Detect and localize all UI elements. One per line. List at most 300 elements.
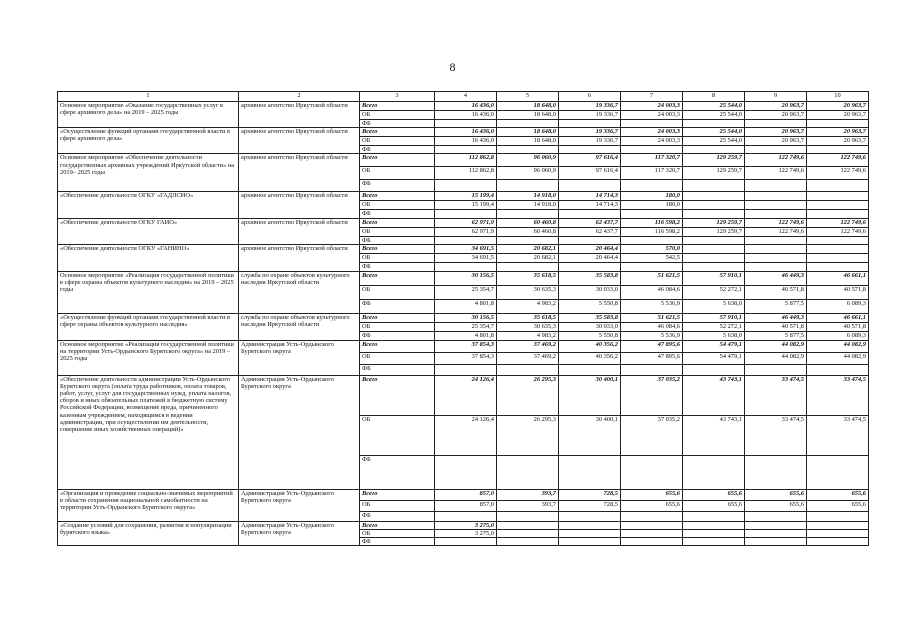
amount-cell: 655,6 xyxy=(745,500,807,511)
executor-name: архивное агентство Иркутской области xyxy=(239,102,360,128)
amount-cell xyxy=(683,201,745,210)
amount-cell: 3 275,0 xyxy=(435,529,497,537)
amount-cell: 34 691,5 xyxy=(435,253,497,262)
amount-cell: 60 460,8 xyxy=(497,227,559,236)
funding-source: ФБ xyxy=(360,146,435,154)
amount-cell: 19 336,7 xyxy=(559,128,621,137)
activity-name: Основное мероприятие «Реализация государственной политики в сфере охраны объектов культурного наследия» на 2019 – 2025 годы xyxy=(58,271,239,313)
amount-cell: 122 749,6 xyxy=(745,154,807,167)
table-row xyxy=(58,489,869,500)
amount-cell xyxy=(745,192,807,201)
table-row xyxy=(58,340,869,352)
amount-cell: 35 583,8 xyxy=(559,313,621,322)
column-number-8: 8 xyxy=(683,92,745,102)
amount-cell: 14 714,3 xyxy=(559,192,621,201)
amount-cell xyxy=(621,511,683,521)
amount-cell: 30 033,0 xyxy=(559,285,621,299)
amount-cell: 14 714,3 xyxy=(559,201,621,210)
amount-cell: 542,5 xyxy=(621,253,683,262)
amount-cell: 25 354,7 xyxy=(435,285,497,299)
amount-cell xyxy=(435,180,497,192)
amount-cell: 47 895,6 xyxy=(621,352,683,364)
amount-cell xyxy=(745,244,807,253)
amount-cell: 25 544,0 xyxy=(683,128,745,137)
amount-cell: 40 571,8 xyxy=(745,322,807,331)
amount-cell: 129 259,7 xyxy=(683,167,745,180)
funding-source: ОБ xyxy=(360,253,435,262)
amount-cell xyxy=(807,455,869,489)
amount-cell: 62 437,7 xyxy=(559,218,621,227)
amount-cell xyxy=(807,201,869,210)
amount-cell: 37 035,2 xyxy=(621,415,683,455)
amount-cell: 46 084,6 xyxy=(621,285,683,299)
funding-source: Всего xyxy=(360,102,435,111)
amount-cell: 857,0 xyxy=(435,500,497,511)
amount-cell xyxy=(745,364,807,375)
amount-cell: 5 550,8 xyxy=(559,299,621,313)
amount-cell: 20 963,7 xyxy=(807,128,869,137)
amount-cell: 30 156,5 xyxy=(435,271,497,285)
amount-cell: 16 436,0 xyxy=(435,102,497,111)
executor-name: служба по охране объектов культурного наследия Иркутской области xyxy=(239,313,360,340)
executor-name: Администрация Усть-Ордынского Бурятского округа xyxy=(239,340,360,375)
amount-cell xyxy=(745,455,807,489)
amount-cell: 6 089,3 xyxy=(807,331,869,340)
header-row xyxy=(58,92,869,102)
amount-cell: 35 583,8 xyxy=(559,271,621,285)
amount-cell: 97 616,4 xyxy=(559,167,621,180)
amount-cell xyxy=(435,236,497,244)
amount-cell xyxy=(621,180,683,192)
amount-cell: 16 436,0 xyxy=(435,137,497,146)
table-row xyxy=(58,521,869,529)
amount-cell: 25 544,0 xyxy=(683,137,745,146)
amount-cell: 24 003,3 xyxy=(621,137,683,146)
funding-source: ОБ xyxy=(360,322,435,331)
table-row xyxy=(58,128,869,137)
funding-source: ФБ xyxy=(360,210,435,218)
column-number-6: 6 xyxy=(559,92,621,102)
amount-cell: 5 638,0 xyxy=(683,299,745,313)
amount-cell: 37 854,3 xyxy=(435,340,497,352)
amount-cell xyxy=(807,262,869,271)
amount-cell: 26 295,3 xyxy=(497,375,559,415)
amount-cell xyxy=(559,455,621,489)
amount-cell: 180,0 xyxy=(621,201,683,210)
amount-cell: 96 060,9 xyxy=(497,154,559,167)
column-number-1: 1 xyxy=(58,92,239,102)
amount-cell: 30 635,3 xyxy=(497,285,559,299)
amount-cell: 44 082,9 xyxy=(807,352,869,364)
activity-name: Основное мероприятие «Оказание государственных услуг в сфере архивного дела» на 2019 – 2025 годы xyxy=(58,102,239,128)
amount-cell xyxy=(559,364,621,375)
amount-cell xyxy=(435,120,497,128)
amount-cell: 728,5 xyxy=(559,500,621,511)
amount-cell: 25 544,0 xyxy=(683,111,745,120)
amount-cell: 43 743,1 xyxy=(683,375,745,415)
amount-cell xyxy=(807,120,869,128)
amount-cell xyxy=(807,529,869,537)
amount-cell: 18 648,0 xyxy=(497,137,559,146)
amount-cell: 40 356,2 xyxy=(559,340,621,352)
amount-cell: 47 895,6 xyxy=(621,340,683,352)
funding-source: Всего xyxy=(360,313,435,322)
amount-cell: 655,6 xyxy=(621,489,683,500)
amount-cell: 44 082,9 xyxy=(807,340,869,352)
funding-source: Всего xyxy=(360,489,435,500)
executor-name: архивное агентство Иркутской области xyxy=(239,218,360,244)
amount-cell xyxy=(745,210,807,218)
amount-cell xyxy=(621,262,683,271)
amount-cell: 122 749,6 xyxy=(807,218,869,227)
amount-cell xyxy=(559,146,621,154)
funding-source: Всего xyxy=(360,340,435,352)
amount-cell: 122 749,6 xyxy=(745,218,807,227)
amount-cell: 30 033,0 xyxy=(559,322,621,331)
amount-cell xyxy=(621,364,683,375)
amount-cell: 57 910,1 xyxy=(683,313,745,322)
amount-cell xyxy=(683,210,745,218)
amount-cell: 35 618,5 xyxy=(497,313,559,322)
amount-cell: 20 963,7 xyxy=(807,102,869,111)
funding-source: ОБ xyxy=(360,285,435,299)
page-number: 8 xyxy=(449,60,456,74)
amount-cell xyxy=(621,210,683,218)
amount-cell: 20 682,1 xyxy=(497,253,559,262)
amount-cell xyxy=(559,529,621,537)
funding-source: ФБ xyxy=(360,236,435,244)
amount-cell: 655,6 xyxy=(807,500,869,511)
amount-cell xyxy=(559,180,621,192)
amount-cell xyxy=(745,262,807,271)
amount-cell: 129 259,7 xyxy=(683,227,745,236)
amount-cell xyxy=(621,236,683,244)
amount-cell xyxy=(621,538,683,546)
amount-cell: 655,6 xyxy=(745,489,807,500)
amount-cell xyxy=(683,529,745,537)
amount-cell: 16 436,0 xyxy=(435,128,497,137)
table-row xyxy=(58,154,869,167)
amount-cell: 24 003,3 xyxy=(621,128,683,137)
amount-cell xyxy=(683,262,745,271)
amount-cell xyxy=(497,146,559,154)
funding-source: Всего xyxy=(360,218,435,227)
amount-cell: 37 035,2 xyxy=(621,375,683,415)
table-row xyxy=(58,375,869,415)
funding-source: Всего xyxy=(360,244,435,253)
amount-cell: 112 862,8 xyxy=(435,154,497,167)
amount-cell xyxy=(497,210,559,218)
amount-cell xyxy=(559,538,621,546)
funding-source: ФБ xyxy=(360,299,435,313)
amount-cell xyxy=(745,511,807,521)
amount-cell: 43 743,1 xyxy=(683,415,745,455)
funding-source: ФБ xyxy=(360,120,435,128)
funding-source: Всего xyxy=(360,128,435,137)
amount-cell xyxy=(683,253,745,262)
amount-cell xyxy=(807,253,869,262)
amount-cell: 570,0 xyxy=(621,244,683,253)
amount-cell: 393,7 xyxy=(497,500,559,511)
funding-source: ФБ xyxy=(360,331,435,340)
executor-name: архивное агентство Иркутской области xyxy=(239,192,360,218)
amount-cell: 52 272,1 xyxy=(683,285,745,299)
amount-cell xyxy=(435,364,497,375)
amount-cell: 24 126,4 xyxy=(435,375,497,415)
amount-cell: 19 336,7 xyxy=(559,111,621,120)
amount-cell: 122 749,6 xyxy=(807,167,869,180)
amount-cell: 46 661,1 xyxy=(807,271,869,285)
amount-cell: 25 544,0 xyxy=(683,102,745,111)
table-row xyxy=(58,244,869,253)
executor-name: Администрация Усть-Ордынского Бурятского округа xyxy=(239,375,360,489)
amount-cell: 62 971,9 xyxy=(435,227,497,236)
amount-cell: 5 877,5 xyxy=(745,331,807,340)
amount-cell: 24 126,4 xyxy=(435,415,497,455)
amount-cell xyxy=(745,146,807,154)
amount-cell xyxy=(621,146,683,154)
amount-cell xyxy=(435,538,497,546)
amount-cell: 4 983,2 xyxy=(497,299,559,313)
amount-cell: 117 320,7 xyxy=(621,167,683,180)
funding-source: ОБ xyxy=(360,415,435,455)
activity-name: «Создание условий для сохранения, развития и популяризации бурятского языка» xyxy=(58,521,239,546)
amount-cell xyxy=(745,236,807,244)
amount-cell: 51 621,5 xyxy=(621,313,683,322)
funding-source: Всего xyxy=(360,521,435,529)
funding-source: ОБ xyxy=(360,227,435,236)
amount-cell xyxy=(807,244,869,253)
amount-cell: 129 259,7 xyxy=(683,154,745,167)
amount-cell xyxy=(683,192,745,201)
executor-name: Администрация Усть-Ордынского Бурятского округа xyxy=(239,521,360,546)
amount-cell xyxy=(807,210,869,218)
amount-cell xyxy=(683,180,745,192)
funding-source: ФБ xyxy=(360,511,435,521)
amount-cell: 44 082,9 xyxy=(745,340,807,352)
funding-source: ФБ xyxy=(360,180,435,192)
amount-cell: 40 571,8 xyxy=(807,285,869,299)
amount-cell xyxy=(745,201,807,210)
amount-cell xyxy=(683,120,745,128)
amount-cell: 18 648,0 xyxy=(497,128,559,137)
amount-cell xyxy=(497,262,559,271)
amount-cell: 20 963,7 xyxy=(745,111,807,120)
amount-cell: 46 084,6 xyxy=(621,322,683,331)
amount-cell xyxy=(435,210,497,218)
amount-cell: 25 354,7 xyxy=(435,322,497,331)
amount-cell: 97 616,4 xyxy=(559,154,621,167)
amount-cell xyxy=(683,244,745,253)
amount-cell xyxy=(559,521,621,529)
amount-cell: 20 963,7 xyxy=(745,128,807,137)
activity-name: Основное мероприятие «Обеспечение деятельности государственных архивных учреждений Иркутской области» на 2019– 2025 годы xyxy=(58,154,239,192)
amount-cell xyxy=(807,236,869,244)
executor-name: служба по охране объектов культурного наследия Иркутской области xyxy=(239,271,360,313)
table-row xyxy=(58,313,869,322)
funding-source: ОБ xyxy=(360,167,435,180)
amount-cell: 116 598,2 xyxy=(621,218,683,227)
amount-cell: 20 682,1 xyxy=(497,244,559,253)
amount-cell: 20 464,4 xyxy=(559,253,621,262)
amount-cell: 122 749,6 xyxy=(807,227,869,236)
amount-cell xyxy=(745,529,807,537)
amount-cell: 655,6 xyxy=(683,500,745,511)
amount-cell: 51 621,5 xyxy=(621,271,683,285)
amount-cell: 18 648,0 xyxy=(497,102,559,111)
amount-cell: 16 436,0 xyxy=(435,111,497,120)
funding-source: Всего xyxy=(360,375,435,415)
funding-source: ОБ xyxy=(360,352,435,364)
amount-cell: 30 635,3 xyxy=(497,322,559,331)
activity-name: Основное мероприятие «Реализация государственной политики на территории Усть-Ордынского Бурятского округа» на 2019 – 2025 годы xyxy=(58,340,239,375)
amount-cell xyxy=(807,521,869,529)
amount-cell xyxy=(435,262,497,271)
amount-cell: 62 437,7 xyxy=(559,227,621,236)
amount-cell: 37 469,2 xyxy=(497,352,559,364)
amount-cell: 46 449,3 xyxy=(745,271,807,285)
amount-cell xyxy=(559,262,621,271)
amount-cell xyxy=(497,511,559,521)
amount-cell xyxy=(435,146,497,154)
amount-cell xyxy=(435,455,497,489)
amount-cell xyxy=(807,146,869,154)
amount-cell: 20 963,7 xyxy=(807,137,869,146)
column-number-7: 7 xyxy=(621,92,683,102)
amount-cell: 96 060,9 xyxy=(497,167,559,180)
amount-cell xyxy=(807,538,869,546)
funding-source: Всего xyxy=(360,192,435,201)
amount-cell xyxy=(497,521,559,529)
column-number-10: 10 xyxy=(807,92,869,102)
amount-cell xyxy=(497,364,559,375)
amount-cell: 20 464,4 xyxy=(559,244,621,253)
amount-cell: 54 479,1 xyxy=(683,340,745,352)
amount-cell: 33 474,5 xyxy=(745,415,807,455)
amount-cell: 57 910,1 xyxy=(683,271,745,285)
amount-cell: 655,6 xyxy=(621,500,683,511)
amount-cell: 54 479,1 xyxy=(683,352,745,364)
amount-cell xyxy=(497,120,559,128)
amount-cell: 20 963,7 xyxy=(745,137,807,146)
funding-source: ФБ xyxy=(360,262,435,271)
amount-cell: 33 474,5 xyxy=(807,375,869,415)
amount-cell: 44 082,9 xyxy=(745,352,807,364)
amount-cell xyxy=(807,364,869,375)
activity-name: «Осуществление функций органами государственной власти в сфере охраны объектов культурного наследия» xyxy=(58,313,239,340)
amount-cell xyxy=(621,455,683,489)
executor-name: архивное агентство Иркутской области xyxy=(239,154,360,192)
amount-cell: 34 691,5 xyxy=(435,244,497,253)
amount-cell: 20 963,7 xyxy=(807,111,869,120)
amount-cell: 5 536,9 xyxy=(621,299,683,313)
amount-cell: 116 598,2 xyxy=(621,227,683,236)
amount-cell xyxy=(497,529,559,537)
amount-cell xyxy=(621,120,683,128)
amount-cell: 5 877,5 xyxy=(745,299,807,313)
amount-cell xyxy=(435,511,497,521)
amount-cell: 5 550,8 xyxy=(559,331,621,340)
column-number-5: 5 xyxy=(497,92,559,102)
amount-cell: 393,7 xyxy=(497,489,559,500)
activity-name: «Обеспечение деятельности ОГКУ «ГАДЛСИО» xyxy=(58,192,239,218)
amount-cell: 40 356,2 xyxy=(559,352,621,364)
column-number-9: 9 xyxy=(745,92,807,102)
amount-cell xyxy=(621,521,683,529)
table-row xyxy=(58,102,869,111)
amount-cell xyxy=(683,364,745,375)
funding-source: ОБ xyxy=(360,201,435,210)
amount-cell: 30 400,1 xyxy=(559,415,621,455)
amount-cell: 15 199,4 xyxy=(435,201,497,210)
amount-cell: 117 320,7 xyxy=(621,154,683,167)
funding-source: ОБ xyxy=(360,111,435,120)
amount-cell: 112 862,8 xyxy=(435,167,497,180)
executor-name: архивное агентство Иркутской области xyxy=(239,244,360,271)
funding-source: ОБ xyxy=(360,137,435,146)
amount-cell: 40 571,8 xyxy=(745,285,807,299)
amount-cell xyxy=(807,180,869,192)
amount-cell: 180,0 xyxy=(621,192,683,201)
amount-cell: 37 469,2 xyxy=(497,340,559,352)
amount-cell xyxy=(683,146,745,154)
amount-cell: 19 336,7 xyxy=(559,102,621,111)
amount-cell xyxy=(683,455,745,489)
amount-cell: 655,6 xyxy=(683,489,745,500)
amount-cell: 60 460,8 xyxy=(497,218,559,227)
amount-cell xyxy=(497,180,559,192)
amount-cell: 24 003,3 xyxy=(621,102,683,111)
amount-cell: 37 854,3 xyxy=(435,352,497,364)
budget-table xyxy=(57,91,869,546)
column-number-2: 2 xyxy=(239,92,360,102)
amount-cell xyxy=(559,210,621,218)
activity-name: «Обеспечение деятельности ОГКУ «ГАНИНО» xyxy=(58,244,239,271)
amount-cell: 129 259,7 xyxy=(683,218,745,227)
amount-cell: 33 474,5 xyxy=(807,415,869,455)
amount-cell xyxy=(807,192,869,201)
amount-cell: 20 963,7 xyxy=(745,102,807,111)
amount-cell xyxy=(621,529,683,537)
amount-cell xyxy=(497,236,559,244)
amount-cell: 62 971,9 xyxy=(435,218,497,227)
amount-cell xyxy=(559,511,621,521)
activity-name: «Обеспечение деятельности администрации Усть-Ордынского Бурятского округа (оплата труда работников, оплата товаров, работ, услуг, услуг для государственных нужд, уплата налогов, сборов и иных обязательных платежей в бюджетную систему Российской Федерации, возмещение вреда, причиненного казенным учреждением, находящимся в ведении администрации, при осуществлении им деятельности, совершение иных хозяйственных операций)» xyxy=(58,375,239,489)
table-row xyxy=(58,192,869,201)
amount-cell: 46 449,3 xyxy=(745,313,807,322)
amount-cell: 122 749,6 xyxy=(807,154,869,167)
table-row xyxy=(58,218,869,227)
amount-cell xyxy=(683,236,745,244)
amount-cell: 3 275,0 xyxy=(435,521,497,529)
table-row xyxy=(58,271,869,285)
amount-cell xyxy=(497,538,559,546)
amount-cell: 4 983,2 xyxy=(497,331,559,340)
funding-source: ФБ xyxy=(360,538,435,546)
amount-cell: 4 801,8 xyxy=(435,299,497,313)
amount-cell: 40 571,8 xyxy=(807,322,869,331)
amount-cell xyxy=(683,521,745,529)
amount-cell: 122 749,6 xyxy=(745,167,807,180)
executor-name: Администрация Усть-Ордынского Бурятского округа xyxy=(239,489,360,521)
amount-cell: 18 648,0 xyxy=(497,111,559,120)
amount-cell: 5 536,9 xyxy=(621,331,683,340)
amount-cell: 33 474,5 xyxy=(745,375,807,415)
amount-cell xyxy=(497,455,559,489)
amount-cell xyxy=(683,511,745,521)
funding-source: Всего xyxy=(360,154,435,167)
amount-cell: 6 089,3 xyxy=(807,299,869,313)
